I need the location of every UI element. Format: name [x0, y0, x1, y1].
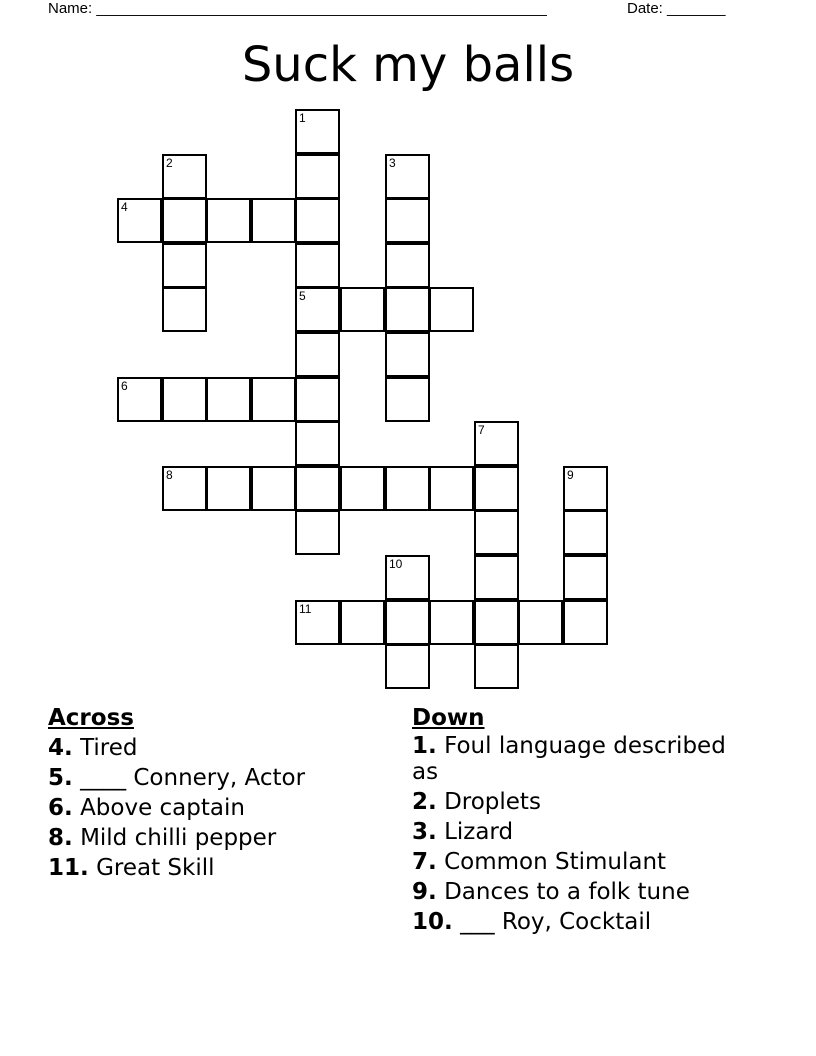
grid-cell[interactable] [295, 466, 340, 511]
grid-cell[interactable] [474, 510, 519, 555]
grid-cell[interactable] [162, 243, 207, 288]
clue-number: 9 [567, 468, 574, 482]
clue-number-label: 3. [412, 819, 437, 845]
grid-cell[interactable] [251, 466, 296, 511]
grid-cell[interactable] [295, 332, 340, 377]
down-clue [412, 819, 752, 845]
grid-cell[interactable] [429, 600, 474, 645]
across-clue [48, 763, 378, 793]
grid-cell[interactable] [563, 466, 608, 511]
grid-cell[interactable] [162, 466, 207, 511]
across-clue [48, 733, 378, 763]
grid-cell[interactable] [429, 466, 474, 511]
grid-cell[interactable] [474, 600, 519, 645]
grid-cell[interactable] [474, 466, 519, 511]
clue-text: Lizard [444, 819, 514, 845]
name-field: Name: ______________________________________________________ [48, 0, 547, 17]
grid-cell[interactable] [295, 377, 340, 422]
clue-number: 4 [121, 200, 128, 214]
down-clues [412, 703, 752, 939]
down-clue [412, 909, 752, 935]
grid-cell[interactable] [385, 466, 430, 511]
clue-number-label: 2. [412, 789, 437, 815]
clue-text: ___ Roy, Cocktail [460, 909, 652, 935]
grid-cell[interactable] [295, 198, 340, 243]
grid-cell[interactable] [340, 600, 385, 645]
grid-cell[interactable] [385, 287, 430, 332]
clue-number-label: 11. [48, 855, 89, 881]
clue-number-label: 6. [48, 795, 73, 821]
clue-number: 11 [299, 602, 312, 616]
grid-cell[interactable] [117, 198, 162, 243]
grid-cell[interactable] [295, 154, 340, 199]
grid-cell[interactable] [206, 198, 251, 243]
clue-number: 10 [389, 557, 403, 571]
grid-cell[interactable] [295, 600, 340, 645]
grid-cell[interactable] [295, 421, 340, 466]
down-clue [412, 879, 752, 905]
clue-number: 1 [299, 111, 306, 125]
clue-number: 3 [389, 156, 396, 170]
date-field: Date: _______ [627, 0, 726, 17]
grid-cell[interactable] [340, 287, 385, 332]
grid-cell[interactable] [206, 466, 251, 511]
puzzle-title: Suck my balls [241, 37, 575, 93]
grid-cell[interactable] [162, 287, 207, 332]
down-heading: Down [412, 705, 485, 731]
grid-cell[interactable] [385, 377, 430, 422]
clue-number-label: 9. [412, 879, 437, 905]
clue-number-label: 8. [48, 825, 73, 851]
grid-cell[interactable] [117, 377, 162, 422]
grid-cell[interactable] [295, 510, 340, 555]
grid-cell[interactable] [251, 377, 296, 422]
clue-number: 7 [478, 423, 485, 437]
grid-cell[interactable] [563, 555, 608, 600]
clue-number-label: 10. [412, 909, 453, 935]
down-clue [412, 789, 752, 815]
clue-number-label: 5. [48, 765, 73, 791]
grid-cell[interactable] [295, 243, 340, 288]
grid-cell[interactable] [429, 287, 474, 332]
clue-number: 2 [166, 156, 173, 170]
clue-number: 5 [299, 289, 306, 303]
clue-text: Foul language described as [412, 733, 726, 785]
clue-number: 8 [166, 468, 173, 482]
grid-cell[interactable] [251, 198, 296, 243]
grid-cell[interactable] [162, 154, 207, 199]
clue-number-label: 7. [412, 849, 437, 875]
grid-cell[interactable] [474, 555, 519, 600]
grid-cell[interactable] [385, 243, 430, 288]
clue-text: Above captain [80, 795, 245, 821]
across-clue [48, 793, 378, 823]
grid-cell[interactable] [518, 600, 563, 645]
clue-text: Tired [80, 735, 138, 761]
across-clue [48, 823, 378, 853]
grid-cell[interactable] [474, 644, 519, 689]
grid-cell[interactable] [385, 154, 430, 199]
across-clues [48, 703, 378, 883]
grid-cell[interactable] [385, 644, 430, 689]
clue-text: Mild chilli pepper [80, 825, 277, 851]
across-heading: Across [48, 705, 134, 731]
clue-text: Common Stimulant [444, 849, 667, 875]
grid-cell[interactable] [563, 510, 608, 555]
clue-text: Great Skill [96, 855, 215, 881]
grid-cell[interactable] [162, 198, 207, 243]
clue-number: 6 [121, 379, 128, 393]
grid-cell[interactable] [206, 377, 251, 422]
grid-cell[interactable] [385, 198, 430, 243]
grid-cell[interactable] [385, 332, 430, 377]
grid-cell[interactable] [474, 421, 519, 466]
clue-text: Dances to a folk tune [444, 879, 690, 905]
clue-text: ____ Connery, Actor [80, 765, 306, 791]
grid-cell[interactable] [385, 600, 430, 645]
grid-cell[interactable] [295, 109, 340, 154]
grid-cell[interactable] [340, 466, 385, 511]
clue-number-label: 4. [48, 735, 73, 761]
across-clue [48, 853, 378, 883]
down-clue [412, 849, 752, 875]
grid-cell[interactable] [162, 377, 207, 422]
grid-cell[interactable] [295, 287, 340, 332]
grid-cell[interactable] [385, 555, 430, 600]
clue-text: Droplets [444, 789, 541, 815]
grid-cell[interactable] [563, 600, 608, 645]
clue-number-label: 1. [412, 733, 437, 759]
down-clue [412, 733, 752, 785]
